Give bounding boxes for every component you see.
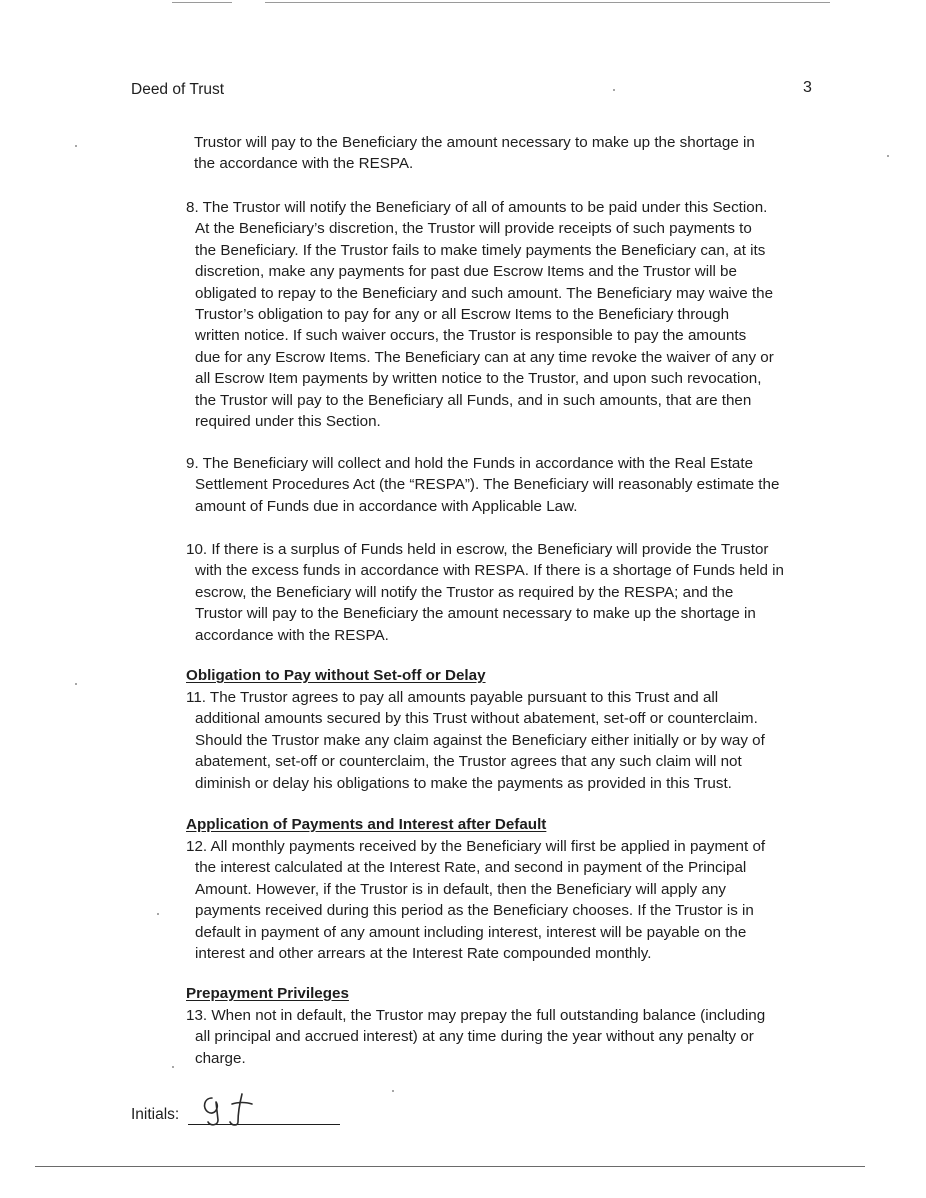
- scan-speck: [157, 913, 159, 915]
- text-line: Amount. However, if the Trustor is in default, then the Beneficiary will apply any: [195, 880, 726, 898]
- text-line: the accordance with the RESPA.: [194, 155, 414, 173]
- text-line: default in payment of any amount including interest, interest will be payable on the: [195, 923, 747, 941]
- text-line: accordance with the RESPA.: [195, 626, 389, 644]
- handwritten-initials-signature: [198, 1090, 268, 1130]
- scan-line-top-left: [172, 2, 232, 3]
- text-line: abatement, set-off or counterclaim, the Trustor agrees that any such claim will not: [195, 753, 742, 771]
- text-line: the Beneficiary. If the Trustor fails to make timely payments the Beneficiary can, at its: [195, 241, 766, 259]
- text-line: Trustor will pay to the Beneficiary the amount necessary to make up the shortage in: [195, 605, 756, 623]
- text-line: 9. The Beneficiary will collect and hold the Funds in accordance with the Real Estate: [186, 455, 754, 472]
- text-line: Trustor’s obligation to pay for any or all Escrow Items to the Beneficiary through: [195, 306, 730, 324]
- initials-label: Initials:: [131, 1106, 180, 1123]
- clause-11: [186, 687, 765, 794]
- scan-speck: [172, 1066, 174, 1068]
- text-line: Should the Trustor make any claim against the Beneficiary either initially or by way of: [195, 731, 765, 749]
- scan-speck: [613, 89, 615, 91]
- text-line: obligated to repay to the Beneficiary and such amount. The Beneficiary may waive the: [195, 284, 774, 302]
- text-line: escrow, the Beneficiary will notify the Trustor as required by the RESPA; and the: [195, 583, 734, 601]
- text-line: interest and other arrears at the Interest Rate compounded monthly.: [195, 945, 652, 963]
- section-heading-obligation: Obligation to Pay without Set-off or Delay: [186, 667, 486, 684]
- clause-9: [186, 453, 779, 517]
- clause-8: [186, 197, 774, 432]
- clause-12: [186, 836, 765, 964]
- scan-line-bottom: [35, 1166, 865, 1167]
- text-line: all principal and accrued interest) at any time during the year without any penalty or: [195, 1028, 754, 1046]
- clause-10: [186, 539, 784, 646]
- section-heading-application: Application of Payments and Interest after Default: [186, 816, 547, 833]
- text-line: 13. When not in default, the Trustor may prepay the full outstanding balance (including: [186, 1007, 766, 1024]
- text-line: Settlement Procedures Act (the “RESPA”). The Beneficiary will reasonably estimate the: [195, 476, 780, 494]
- text-line: Trustor will pay to the Beneficiary the amount necessary to make up the shortage in: [194, 134, 755, 151]
- text-line: 12. All monthly payments received by the Beneficiary will first be applied in payment of: [186, 838, 766, 855]
- text-line: the Trustor will pay to the Beneficiary all Funds, and in such amounts, that are then: [195, 391, 752, 409]
- text-line: payments received during this period as the Beneficiary chooses. If the Trustor is in: [195, 902, 754, 920]
- scan-speck: [75, 683, 77, 685]
- scan-speck: [887, 155, 889, 157]
- text-line: charge.: [195, 1049, 246, 1067]
- text-line: amount of Funds due in accordance with Applicable Law.: [195, 497, 578, 515]
- clause-13: [186, 1005, 765, 1069]
- text-line: diminish or delay his obligations to make the payments as provided in this Trust.: [195, 774, 732, 792]
- text-line: written notice. If such waiver occurs, the Trustor is responsible to pay the amounts: [195, 327, 747, 345]
- continuation-paragraph: [194, 132, 755, 175]
- text-line: 10. If there is a surplus of Funds held in escrow, the Beneficiary will provide the Trustor: [186, 541, 769, 558]
- text-line: due for any Escrow Items. The Beneficiary can at any time revoke the waiver of any or: [195, 348, 774, 366]
- page-number: 3: [803, 79, 812, 96]
- text-line: 11. The Trustor agrees to pay all amounts payable pursuant to this Trust and all: [186, 689, 719, 706]
- text-line: 8. The Trustor will notify the Beneficiary of all of amounts to be paid under this Section.: [186, 199, 768, 216]
- scan-speck: [392, 1090, 394, 1092]
- text-line: required under this Section.: [195, 413, 381, 431]
- section-heading-prepayment: Prepayment Privileges: [186, 985, 349, 1002]
- text-line: discretion, make any payments for past due Escrow Items and the Trustor will be: [195, 263, 737, 281]
- text-line: the interest calculated at the Interest Rate, and second in payment of the Principal: [195, 859, 747, 877]
- document-title: Deed of Trust: [131, 81, 225, 98]
- text-line: all Escrow Item payments by written notice to the Trustor, and upon such revocation,: [195, 370, 762, 388]
- scan-speck: [75, 145, 77, 147]
- text-line: with the excess funds in accordance with RESPA. If there is a shortage of Funds held in: [195, 562, 784, 580]
- scan-line-top: [265, 2, 830, 3]
- text-line: At the Beneficiary’s discretion, the Trustor will provide receipts of such payments to: [195, 220, 752, 238]
- text-line: additional amounts secured by this Trust without abatement, set-off or counterclaim.: [195, 710, 758, 728]
